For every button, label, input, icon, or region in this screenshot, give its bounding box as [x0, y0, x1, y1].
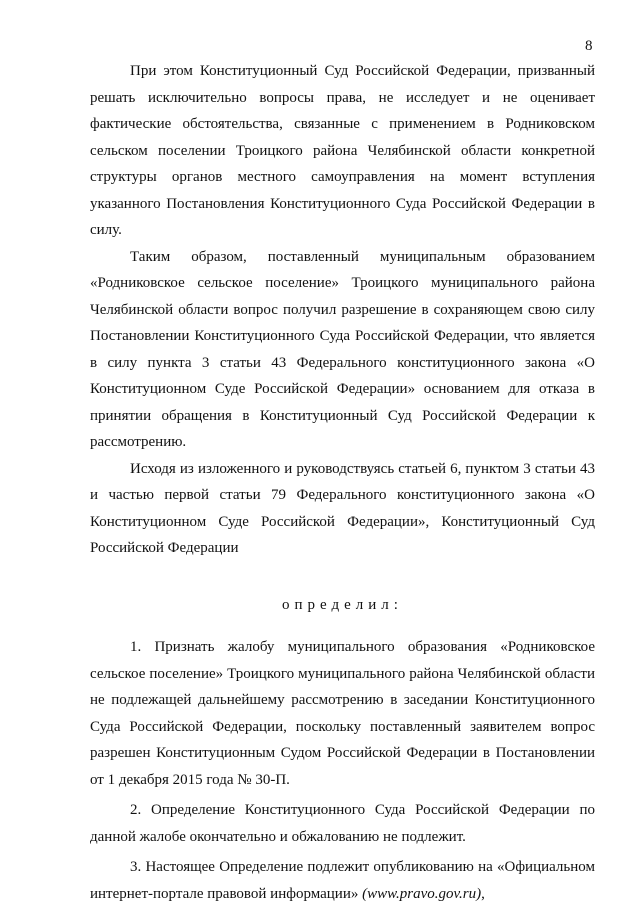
page-number: 8: [585, 38, 593, 54]
document-body: [90, 58, 595, 907]
decision-item-3: [90, 854, 595, 907]
paragraph-conclusion: Таким образом, поставленный муниципальным образованием «Родниковское сельское поселение» Троицкого муниципального района Челябинской области вопрос получил разрешение в сохраняющем свою силу Постановлении Конституционного Суда Российской Федерации, что является в силу пункта 3 статьи 43 Федерального конституционного закона «О Конституционном Суде Российской Федерации» основанием для отказа в принятии обращения в Конституционный Суд Российской Федерации к рассмотрению.: [90, 248, 595, 450]
decision-heading: определил:: [282, 596, 403, 613]
portal-url: (www.pravo.gov.ru): [362, 885, 482, 902]
decision-item-3-text: 3. Настоящее Определение подлежит опубликованию на «Официальном интернет-портале правовой информации»: [90, 859, 595, 902]
decision-item-2: 2. Определение Конституционного Суда Российской Федерации по данной жалобе окончательно и обжалованию не подлежит.: [90, 802, 595, 845]
decision-item-3-tail: ,: [481, 885, 485, 902]
decision-item-1: 1. Признать жалобу муниципального образования «Родниковское сельское поселение» Троицкого муниципального района Челябинской области не подлежащей дальнейшему рассмотрению в заседании Конституционного Суда Российской Федерации, поскольку поставленный заявителем вопрос разрешен Конституционным Судом Российской Федерации в Постановлении от 1 декабря 2015 года № 30-П.: [90, 639, 595, 788]
paragraph-court-scope: При этом Конституционный Суд Российской Федерации, призванный решать исключительно вопросы права, не исследует и не оценивает фактические обстоятельства, связанные с применением в Родниковском сельском поселении Троицкого района Челябинской области конкретной структуры органов местного самоуправления на момент вступления указанного Постановления Конституционного Суда Российской Федерации в силу.: [90, 63, 595, 238]
paragraph-grounds: Исходя из изложенного и руководствуясь статьей 6, пунктом 3 статьи 43 и частью первой статьи 79 Федерального конституционного закона «О Конституционном Суде Российской Федерации», Конституционный Суд Российской Федерации: [90, 460, 595, 556]
